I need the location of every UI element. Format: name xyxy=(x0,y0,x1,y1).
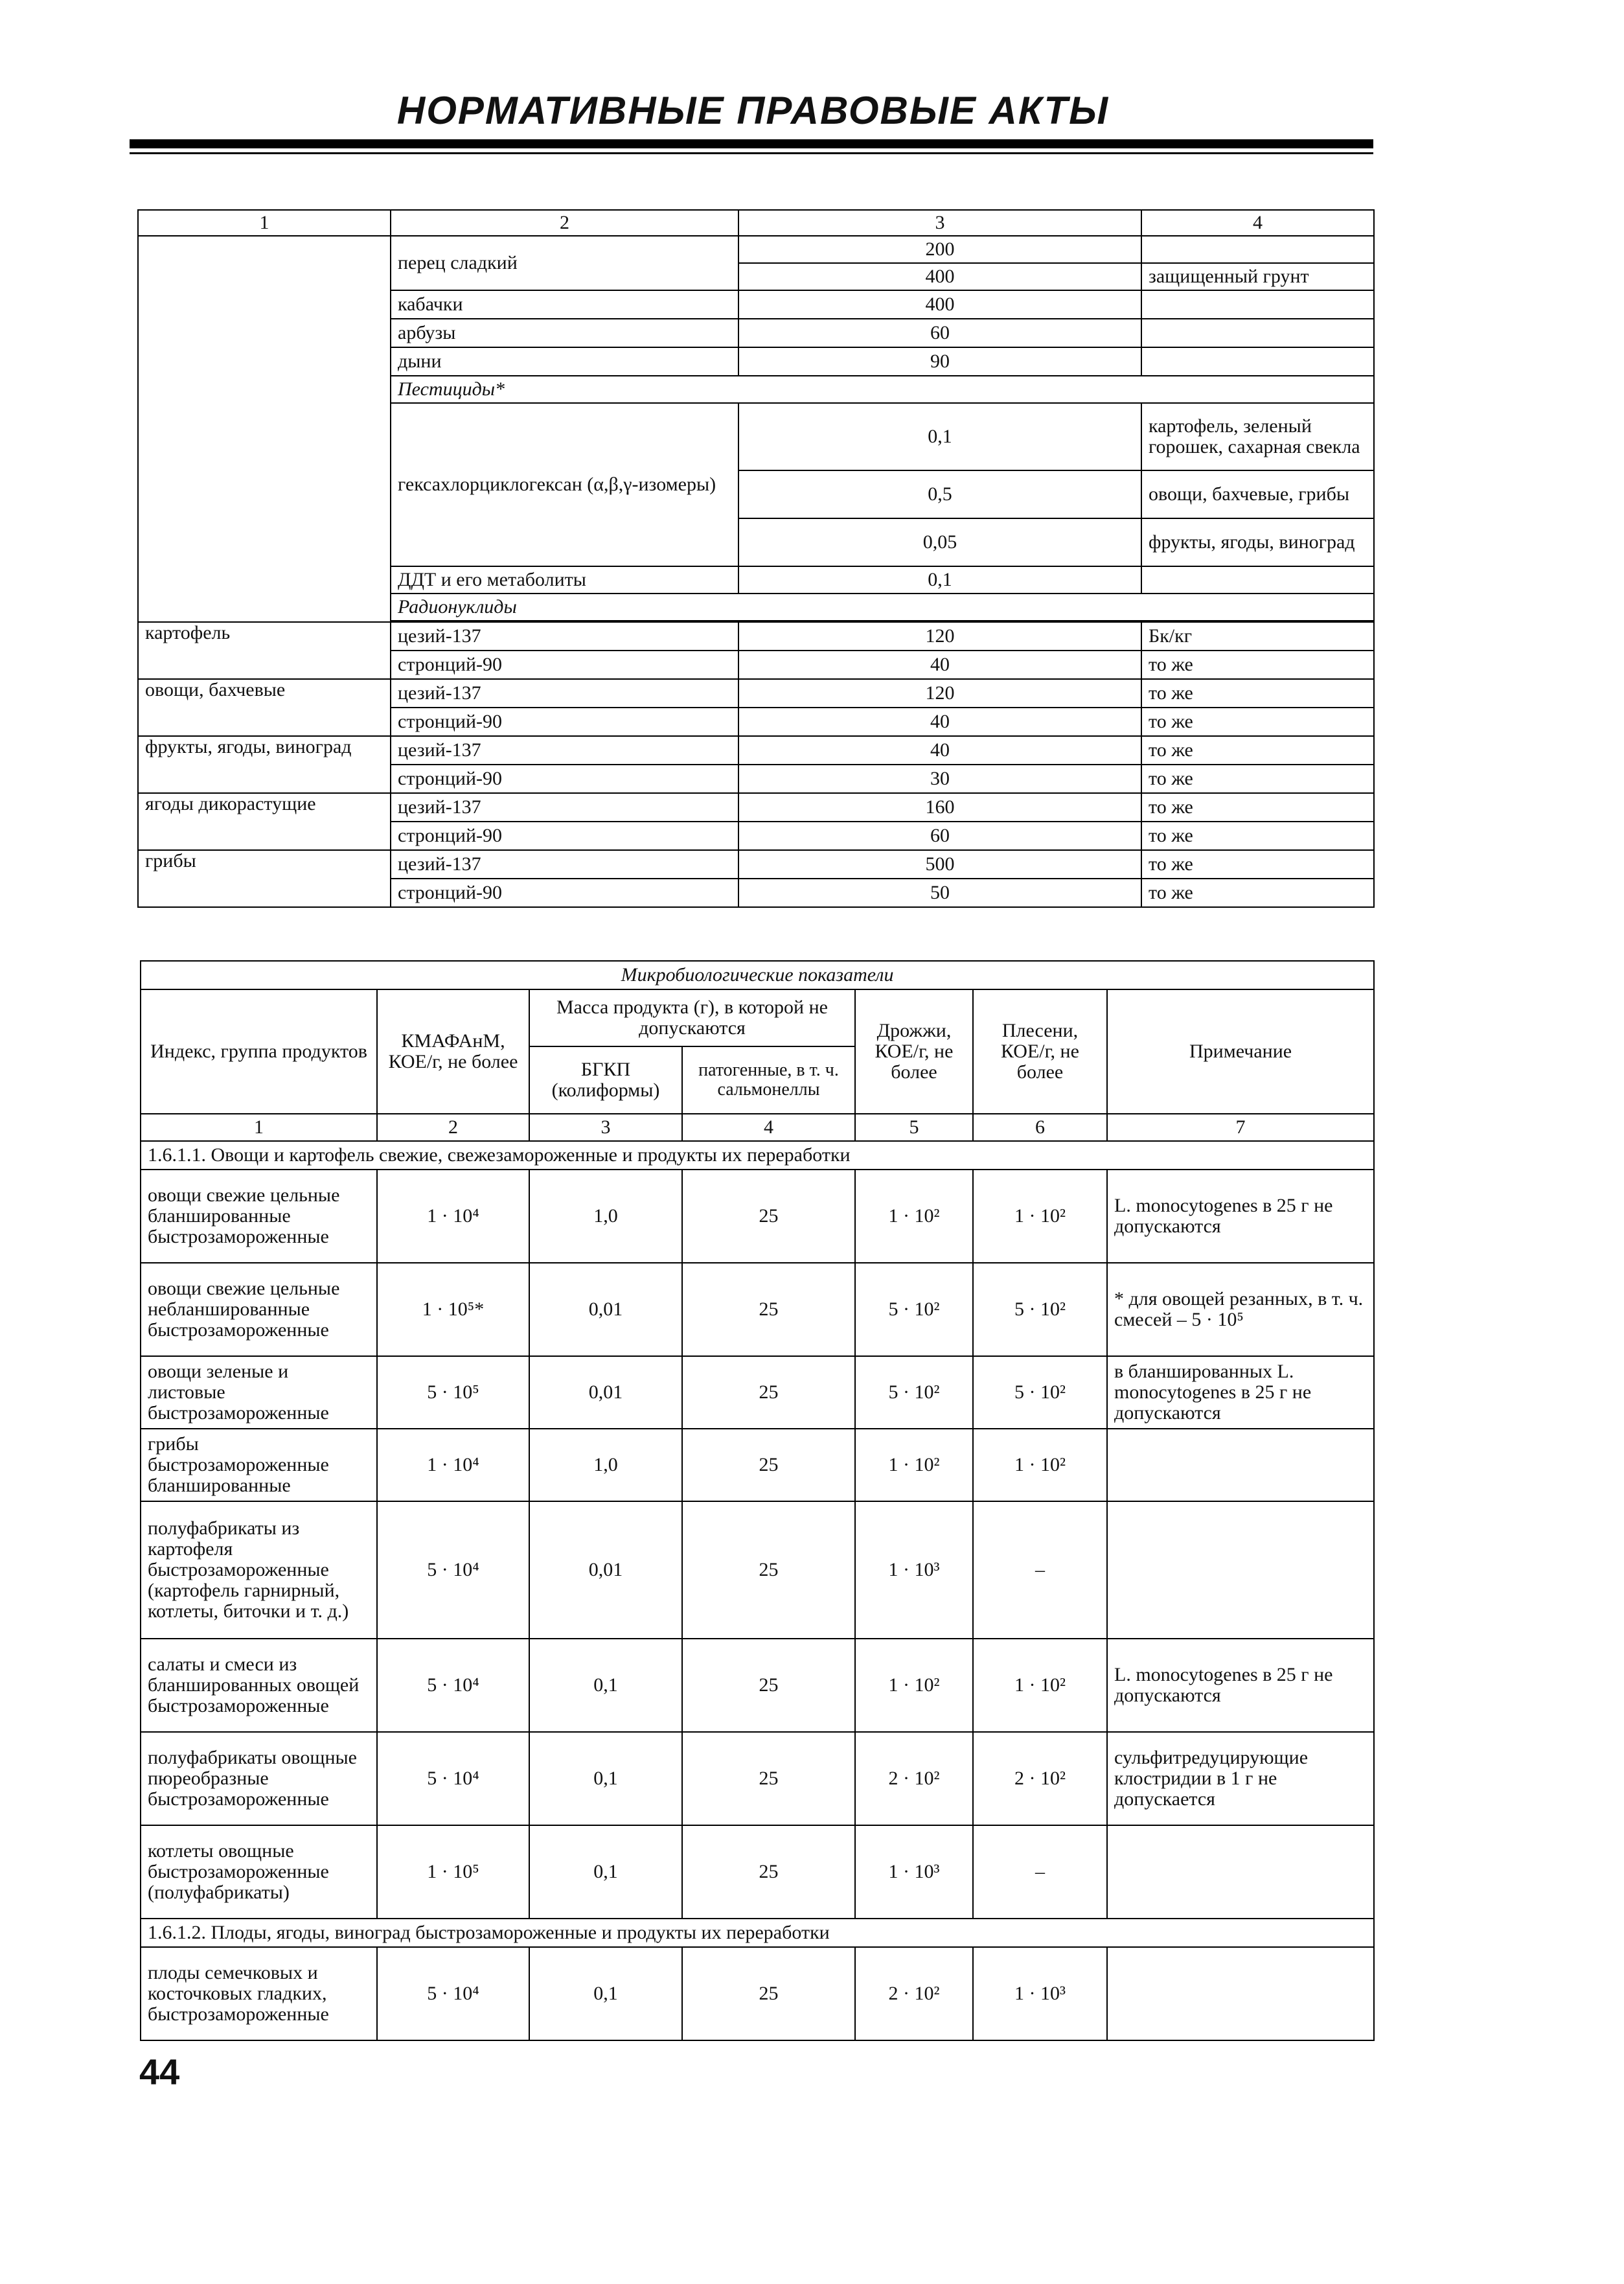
table-row xyxy=(138,236,1374,263)
molds-cell: – xyxy=(973,1825,1107,1919)
unit-cell: то же xyxy=(1141,850,1374,879)
nuclide-cell: цезий-137 xyxy=(391,793,738,822)
nuclide-cell: цезий-137 xyxy=(391,622,738,651)
unit-cell: то же xyxy=(1141,708,1374,736)
table-row xyxy=(141,1825,1374,1919)
pathogenic-cell: 25 xyxy=(682,1170,855,1263)
product-cell: салаты и смеси из бланшированных овощей быстрозамороженные xyxy=(141,1639,377,1732)
note-cell xyxy=(1141,566,1374,594)
col-number: 5 xyxy=(855,1114,973,1141)
molds-cell: 2 · 10² xyxy=(973,1732,1107,1825)
value-cell: 90 xyxy=(738,347,1141,376)
note-cell xyxy=(1141,290,1374,319)
table-header-row xyxy=(138,210,1374,236)
table-row xyxy=(138,736,1374,765)
note-cell: L. monocytogenes в 25 г не допускаются xyxy=(1107,1639,1374,1732)
product-cell: арбузы xyxy=(391,319,738,347)
pathogenic-cell: 25 xyxy=(682,1732,855,1825)
kmafanm-cell: 1 · 10⁴ xyxy=(377,1429,529,1501)
note-cell: L. monocytogenes в 25 г не допускаются xyxy=(1107,1170,1374,1263)
table-header-row xyxy=(141,989,1374,1046)
section-title: 1.6.1.1. Овощи и картофель свежие, свежезамороженные и продукты их переработки xyxy=(141,1141,1374,1170)
value-cell: 120 xyxy=(738,679,1141,708)
value-cell: 60 xyxy=(738,319,1141,347)
pathogenic-cell: 25 xyxy=(682,1356,855,1429)
note-cell xyxy=(1141,347,1374,376)
note-cell: сульфитредуцирующие клостридии в 1 г не допускается xyxy=(1107,1732,1374,1825)
product-cell: котлеты овощные быстрозамороженные (полуфабрикаты) xyxy=(141,1825,377,1919)
nuclide-cell: цезий-137 xyxy=(391,850,738,879)
value-cell: 500 xyxy=(738,850,1141,879)
col-number: 4 xyxy=(1141,210,1374,236)
yeast-cell: 1 · 10³ xyxy=(855,1501,973,1639)
table-row xyxy=(141,1639,1374,1732)
bgkp-cell: 0,01 xyxy=(529,1356,682,1429)
group-cell: картофель xyxy=(138,622,391,679)
value-cell: 50 xyxy=(738,879,1141,907)
pesticides-label: Пестициды* xyxy=(391,376,1374,403)
unit-cell: то же xyxy=(1141,736,1374,765)
molds-cell: 1 · 10² xyxy=(973,1429,1107,1501)
product-cell: овощи свежие цельные небланшированные быстрозамороженные xyxy=(141,1263,377,1356)
header-kmafanm: КМАФАнМ, КОЕ/г, не более xyxy=(377,989,529,1114)
pathogenic-cell: 25 xyxy=(682,1263,855,1356)
header-mass: Масса продукта (г), в которой не допускаются xyxy=(529,989,855,1046)
value-cell: 200 xyxy=(738,236,1141,263)
table-row xyxy=(141,1732,1374,1825)
note-cell xyxy=(1141,319,1374,347)
bgkp-cell: 0,01 xyxy=(529,1263,682,1356)
header-bgkp: БГКП (колиформы) xyxy=(529,1046,682,1114)
nuclide-cell: цезий-137 xyxy=(391,736,738,765)
bgkp-cell: 0,1 xyxy=(529,1732,682,1825)
kmafanm-cell: 5 · 10⁴ xyxy=(377,1501,529,1639)
bgkp-cell: 0,01 xyxy=(529,1501,682,1639)
product-cell: полуфабрикаты из картофеля быстрозамороженные (картофель гарнирный, котлеты, биточки и т. д.) xyxy=(141,1501,377,1639)
table-row xyxy=(138,679,1374,708)
unit-cell: то же xyxy=(1141,765,1374,793)
col-number: 2 xyxy=(391,210,738,236)
section-row xyxy=(141,1141,1374,1170)
note-cell xyxy=(1107,1429,1374,1501)
value-cell: 30 xyxy=(738,765,1141,793)
header-yeast: Дрожжи, КОЕ/г, не более xyxy=(855,989,973,1114)
table-row xyxy=(138,793,1374,822)
table-row xyxy=(141,1501,1374,1639)
contaminants-table xyxy=(137,209,1375,908)
note-cell xyxy=(1107,1947,1374,2040)
yeast-cell: 2 · 10² xyxy=(855,1947,973,2040)
pathogenic-cell: 25 xyxy=(682,1639,855,1732)
note-cell xyxy=(1107,1825,1374,1919)
bgkp-cell: 1,0 xyxy=(529,1429,682,1501)
header-rule-thin xyxy=(130,152,1373,154)
table-title: Микробиологические показатели xyxy=(141,961,1374,989)
kmafanm-cell: 1 · 10⁴ xyxy=(377,1170,529,1263)
nuclide-cell: стронций-90 xyxy=(391,651,738,679)
table-title-row xyxy=(141,961,1374,989)
product-cell: ДДТ и его метаболиты xyxy=(391,566,738,594)
value-cell: 160 xyxy=(738,793,1141,822)
kmafanm-cell: 1 · 10⁵* xyxy=(377,1263,529,1356)
molds-cell: – xyxy=(973,1501,1107,1639)
page-title: НОРМАТИВНЫЕ ПРАВОВЫЕ АКТЫ xyxy=(396,89,1110,132)
table-row xyxy=(141,1947,1374,2040)
kmafanm-cell: 5 · 10⁴ xyxy=(377,1732,529,1825)
table-row xyxy=(141,1356,1374,1429)
table-row xyxy=(141,1429,1374,1501)
nuclide-cell: стронций-90 xyxy=(391,765,738,793)
product-cell: кабачки xyxy=(391,290,738,319)
yeast-cell: 5 · 10² xyxy=(855,1356,973,1429)
value-cell: 40 xyxy=(738,708,1141,736)
yeast-cell: 1 · 10² xyxy=(855,1170,973,1263)
value-cell: 0,1 xyxy=(738,403,1141,470)
product-cell: грибы быстрозамороженные бланшированные xyxy=(141,1429,377,1501)
group-cell: фрукты, ягоды, виноград xyxy=(138,736,391,793)
group-cell: ягоды дикорастущие xyxy=(138,793,391,850)
note-cell: картофель, зеленый горошек, сахарная свекла xyxy=(1141,403,1374,470)
kmafanm-cell: 5 · 10⁴ xyxy=(377,1947,529,2040)
value-cell: 400 xyxy=(738,290,1141,319)
unit-cell: то же xyxy=(1141,879,1374,907)
note-cell: овощи, бахчевые, грибы xyxy=(1141,470,1374,518)
col-number: 1 xyxy=(138,210,391,236)
value-cell: 60 xyxy=(738,822,1141,850)
product-cell: овощи свежие цельные бланшированные быстрозамороженные xyxy=(141,1170,377,1263)
molds-cell: 1 · 10³ xyxy=(973,1947,1107,2040)
table-row xyxy=(141,1263,1374,1356)
col-number: 3 xyxy=(738,210,1141,236)
microbiological-table xyxy=(140,960,1375,2041)
group-cell: грибы xyxy=(138,850,391,907)
nuclide-cell: цезий-137 xyxy=(391,679,738,708)
page-header xyxy=(133,87,1373,134)
unit-cell: то же xyxy=(1141,822,1374,850)
col-number: 6 xyxy=(973,1114,1107,1141)
product-cell: дыни xyxy=(391,347,738,376)
col-number: 4 xyxy=(682,1114,855,1141)
col-number: 3 xyxy=(529,1114,682,1141)
column-number-row xyxy=(141,1114,1374,1141)
note-cell: защищенный грунт xyxy=(1141,263,1374,290)
section-title: 1.6.1.2. Плоды, ягоды, виноград быстрозамороженные и продукты их переработки xyxy=(141,1919,1374,1947)
pathogenic-cell: 25 xyxy=(682,1947,855,2040)
page-number: 44 xyxy=(139,2051,180,2092)
unit-cell: то же xyxy=(1141,679,1374,708)
yeast-cell: 5 · 10² xyxy=(855,1263,973,1356)
yeast-cell: 1 · 10² xyxy=(855,1639,973,1732)
bgkp-cell: 0,1 xyxy=(529,1639,682,1732)
col-number: 2 xyxy=(377,1114,529,1141)
molds-cell: 1 · 10² xyxy=(973,1639,1107,1732)
value-cell: 400 xyxy=(738,263,1141,290)
header-index: Индекс, группа продуктов xyxy=(141,989,377,1114)
table-row xyxy=(138,850,1374,879)
header-note: Примечание xyxy=(1107,989,1374,1114)
value-cell: 120 xyxy=(738,622,1141,651)
value-cell: 0,5 xyxy=(738,470,1141,518)
note-cell: фрукты, ягоды, виноград xyxy=(1141,518,1374,566)
value-cell: 0,1 xyxy=(738,566,1141,594)
molds-cell: 5 · 10² xyxy=(973,1263,1107,1356)
note-cell: в бланшированных L. monocytogenes в 25 г не допускаются xyxy=(1107,1356,1374,1429)
group-cell: овощи, бахчевые xyxy=(138,679,391,736)
bgkp-cell: 1,0 xyxy=(529,1170,682,1263)
kmafanm-cell: 5 · 10⁵ xyxy=(377,1356,529,1429)
note-cell: * для овощей резанных, в т. ч. смесей – 5 · 10⁵ xyxy=(1107,1263,1374,1356)
nuclide-cell: стронций-90 xyxy=(391,822,738,850)
col-number: 7 xyxy=(1107,1114,1374,1141)
col-number: 1 xyxy=(141,1114,377,1141)
unit-cell: то же xyxy=(1141,793,1374,822)
molds-cell: 5 · 10² xyxy=(973,1356,1107,1429)
pathogenic-cell: 25 xyxy=(682,1501,855,1639)
kmafanm-cell: 1 · 10⁵ xyxy=(377,1825,529,1919)
table-row xyxy=(141,1170,1374,1263)
table-row xyxy=(138,622,1374,651)
yeast-cell: 1 · 10² xyxy=(855,1429,973,1501)
note-cell xyxy=(1141,236,1374,263)
pathogenic-cell: 25 xyxy=(682,1429,855,1501)
value-cell: 40 xyxy=(738,651,1141,679)
unit-cell: Бк/кг xyxy=(1141,622,1374,651)
product-cell: овощи зеленые и листовые быстрозамороженные xyxy=(141,1356,377,1429)
bgkp-cell: 0,1 xyxy=(529,1947,682,2040)
value-cell: 40 xyxy=(738,736,1141,765)
value-cell: 0,05 xyxy=(738,518,1141,566)
nuclide-cell: стронций-90 xyxy=(391,708,738,736)
note-cell xyxy=(1107,1501,1374,1639)
molds-cell: 1 · 10² xyxy=(973,1170,1107,1263)
bgkp-cell: 0,1 xyxy=(529,1825,682,1919)
kmafanm-cell: 5 · 10⁴ xyxy=(377,1639,529,1732)
product-cell: плоды семечковых и косточковых гладких, быстрозамороженные xyxy=(141,1947,377,2040)
product-cell: полуфабрикаты овощные пюреобразные быстрозамороженные xyxy=(141,1732,377,1825)
product-cell: перец сладкий xyxy=(391,236,738,290)
yeast-cell: 2 · 10² xyxy=(855,1732,973,1825)
nuclide-cell: стронций-90 xyxy=(391,879,738,907)
unit-cell: то же xyxy=(1141,651,1374,679)
section-row xyxy=(141,1919,1374,1947)
pathogenic-cell: 25 xyxy=(682,1825,855,1919)
empty-group-cell xyxy=(138,236,391,622)
header-molds: Плесени, КОЕ/г, не более xyxy=(973,989,1107,1114)
yeast-cell: 1 · 10³ xyxy=(855,1825,973,1919)
radionuclides-label: Радионуклиды xyxy=(391,594,1374,621)
header-pathogenic: патогенные, в т. ч. сальмонеллы xyxy=(682,1046,855,1114)
header-rule-thick xyxy=(130,139,1373,148)
product-cell: гексахлорциклогексан (α,β,γ-изомеры) xyxy=(391,403,738,566)
